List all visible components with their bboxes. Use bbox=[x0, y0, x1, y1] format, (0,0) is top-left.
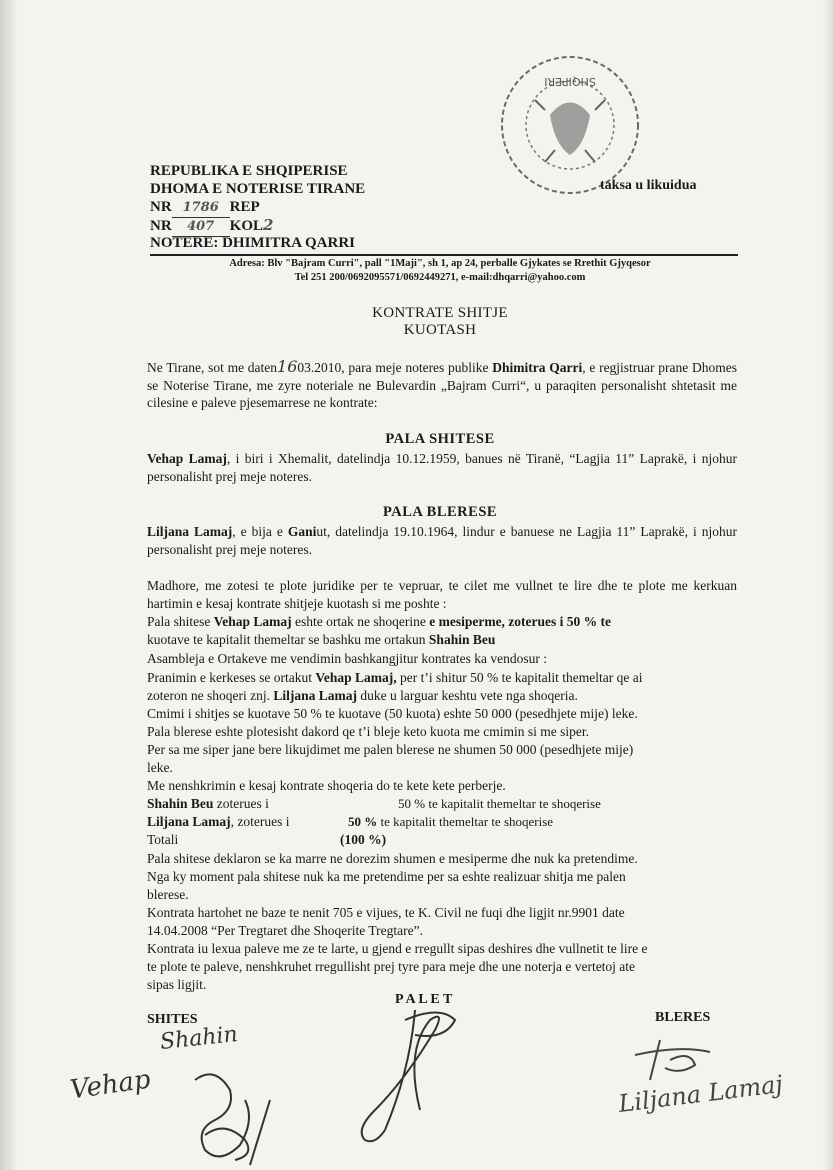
signature-shahin: Shahin bbox=[158, 1022, 239, 1055]
buyer-heading: PALA BLERESE bbox=[382, 504, 498, 520]
intro-paragraph bbox=[147, 358, 737, 412]
row2-name: Liljana Lamaj bbox=[147, 814, 231, 829]
buyer-text-1: , e bija e bbox=[232, 524, 288, 539]
intro-after-date: 03.2010, para meje noteres publike bbox=[297, 360, 493, 375]
kol-label: KOL bbox=[229, 218, 264, 234]
header-nr-rep bbox=[150, 198, 260, 218]
title-line-2: KUOTASH bbox=[403, 322, 477, 338]
p4-buyer: Liljana Lamaj bbox=[273, 688, 357, 703]
kol-handwritten: 2 bbox=[263, 216, 274, 234]
p4-c: zoteron ne shoqeri znj. bbox=[147, 688, 274, 703]
p4-a: Pranimin e kerkeses se ortakut bbox=[147, 670, 316, 685]
p4-d: duke u larguar keshtu vete nga shoqeria. bbox=[356, 688, 578, 703]
row2-pct: 50 % bbox=[348, 814, 378, 829]
p2-c: kuotave te kapitalit themeltar se bashku me ortakun bbox=[147, 632, 429, 647]
seller-name: Vehap Lamaj bbox=[147, 451, 227, 466]
address-line-1: Adresa: Blv "Bajram Curri", pall "1Maji", sh 1, ap 24, perballe Gjykates se Rrethit Gjyqesor bbox=[229, 258, 651, 269]
body-p7a: Per sa me siper jane bere likujdimet me palen blerese ne shumen 50 000 (pesedhjete mije) bbox=[147, 742, 634, 757]
row2-value bbox=[348, 813, 553, 831]
signature-liljana: Liljana Lamaj bbox=[616, 1070, 785, 1118]
composition-row-2 bbox=[147, 813, 290, 831]
seller-paragraph bbox=[147, 450, 737, 485]
body-p10b: blerese. bbox=[147, 887, 189, 902]
row1-label: zoterues i bbox=[213, 796, 269, 811]
body-p7b: leke. bbox=[147, 760, 173, 775]
date-day-handwritten: 16 bbox=[277, 357, 298, 376]
nr-label-2: NR bbox=[150, 218, 172, 234]
row2-label: , zoterues i bbox=[230, 814, 290, 829]
tax-note: taksa u likuidua bbox=[600, 178, 697, 193]
body-p11b: 14.04.2008 “Per Tregtaret dhe Shoqerite Tregtare”. bbox=[147, 923, 423, 938]
buyer-name: Liljana Lamaj bbox=[147, 524, 233, 539]
header-chamber: DHOMA E NOTERISE TIRANE bbox=[150, 181, 366, 197]
body-p5: Cmimi i shitjes se kuotave 50 % te kuotave (50 kuota) eshte 50 000 (pesedhjete mije) leke. bbox=[147, 706, 638, 721]
body-p1: Madhore, me zotesi te plote juridike per te vepruar, te cilet me vullnet te lire dhe te plote me kerkuan hartimin e kesaj kontrate shitjeje kuotash si me poshte : bbox=[147, 578, 737, 611]
address-line-2: Tel 251 200/0692095571/0692449271, e-mail:dhqarri@yahoo.com bbox=[294, 272, 586, 283]
seller-heading: PALA SHITESE bbox=[385, 431, 495, 447]
intro-rest: , e regjistruar prane Dhomes se Noterise Tirane, me zyre noteriale ne Bulevardin „Bajram Curri“, u paraqiten personalisht shtetasit me cilesine e paleve pjesemarrese ne kontrate: bbox=[147, 360, 737, 410]
nr-kol-handwritten: 407 bbox=[172, 218, 230, 237]
total-value-text: (100 %) bbox=[340, 832, 387, 847]
row1-name: Shahin Beu bbox=[147, 796, 214, 811]
body-p12a: Kontrata iu lexua paleve me ze te larte, u gjend e rregullt sipas deshires dhe vullnetit te lire e bbox=[147, 941, 648, 956]
body-p2-line1 bbox=[147, 613, 611, 631]
svg-text:SHQIPERI: SHQIPERI bbox=[544, 75, 596, 88]
p2-partner: Shahin Beu bbox=[428, 632, 496, 647]
body-p11a: Kontrata hartohet ne baze te nenit 705 e vijues, te K. Civil ne fuqi dhe ligjit nr.9901 date bbox=[147, 905, 625, 920]
buyer-paragraph bbox=[147, 523, 737, 558]
signature-scribble-shahin bbox=[175, 1060, 295, 1170]
title-line-1: KONTRATE SHITJE bbox=[372, 305, 508, 321]
scan-edge-left bbox=[0, 0, 18, 1170]
body-p12b: te plote te paleve, nenshkruhet rregullisht prej tyre para meje dhe une noterja e vertetoj ate bbox=[147, 959, 636, 974]
buyer-text-2: ut, datelindja 19.10.1964, lindur e banuese ne Lagjia 11” Laprakë, i njohur personalisht prej meje noteres. bbox=[147, 524, 737, 557]
body-p2-line2 bbox=[147, 631, 495, 649]
body-p3: Asambleja e Ortakeve me vendimin bashkangjitur kontrates ka vendosur : bbox=[147, 651, 548, 666]
body-p8: Me nenshkrimin e kesaj kontrate shoqeria do te kete kete perberje. bbox=[147, 778, 506, 793]
signature-notary bbox=[345, 990, 475, 1150]
header-republic: REPUBLIKA E SHQIPERISE bbox=[150, 163, 348, 179]
p2-bold: e mesiperme, zoterues i 50 % te bbox=[429, 614, 612, 629]
nr-rep-handwritten: 1786 bbox=[172, 199, 230, 218]
total-value bbox=[340, 831, 386, 849]
rep-label: REP bbox=[229, 199, 260, 215]
intro-notary-name: Dhimitra Qarri bbox=[492, 360, 583, 375]
signature-scribble-liljana bbox=[620, 1030, 740, 1090]
total-label: Totali bbox=[147, 832, 179, 847]
p4-b: per t’i shitur 50 % te kapitalit themeltar qe ai bbox=[396, 670, 643, 685]
sellers-label: SHITES bbox=[147, 1012, 198, 1027]
header-notary: NOTERE: DHIMITRA QARRI bbox=[150, 235, 356, 251]
p4-name: Vehap Lamaj, bbox=[315, 670, 397, 685]
header-rule bbox=[150, 254, 738, 256]
body-p4-line2 bbox=[147, 687, 578, 705]
buyer-father: Gani bbox=[287, 524, 317, 539]
buyer-label: BLERES bbox=[655, 1010, 711, 1025]
p2-name: Vehap Lamaj bbox=[213, 614, 292, 629]
intro-before-date: Ne Tirane, sot me daten bbox=[147, 360, 278, 375]
body-p6: Pala blerese eshte plotesisht dakord qe t’i bleje keto kuota me cmimin si me siper. bbox=[147, 724, 590, 739]
body-p12c: sipas ligjit. bbox=[147, 977, 207, 992]
palet-label: P A L E T bbox=[395, 992, 453, 1007]
signature-vehap: Vehap bbox=[68, 1064, 153, 1106]
p2-a: Pala shitese bbox=[147, 614, 214, 629]
seller-text: , i biri i Xhemalit, datelindja 10.12.1959, banues në Tiranë, “Lagjia 11” Laprakë, i njohur personalisht prej meje noteres. bbox=[147, 451, 737, 484]
p2-b: eshte ortak ne shoqerine bbox=[291, 614, 430, 629]
scan-edge-right bbox=[823, 0, 833, 1170]
nr-label: NR bbox=[150, 199, 172, 215]
row2-rest: te kapitalit themeltar te shoqerise bbox=[377, 814, 554, 829]
body-p4-line1 bbox=[147, 669, 643, 687]
row1-value: 50 % te kapitalit themeltar te shoqerise bbox=[398, 796, 601, 811]
composition-row-1 bbox=[147, 795, 269, 813]
body-p9: Pala shitese deklaron se ka marre ne dorezim shumen e mesiperme dhe nuk ka pretendime. bbox=[147, 851, 638, 866]
body-p10a: Nga ky moment pala shitese nuk ka me pretendime per sa eshte realizuar shitja me palen bbox=[147, 869, 626, 884]
